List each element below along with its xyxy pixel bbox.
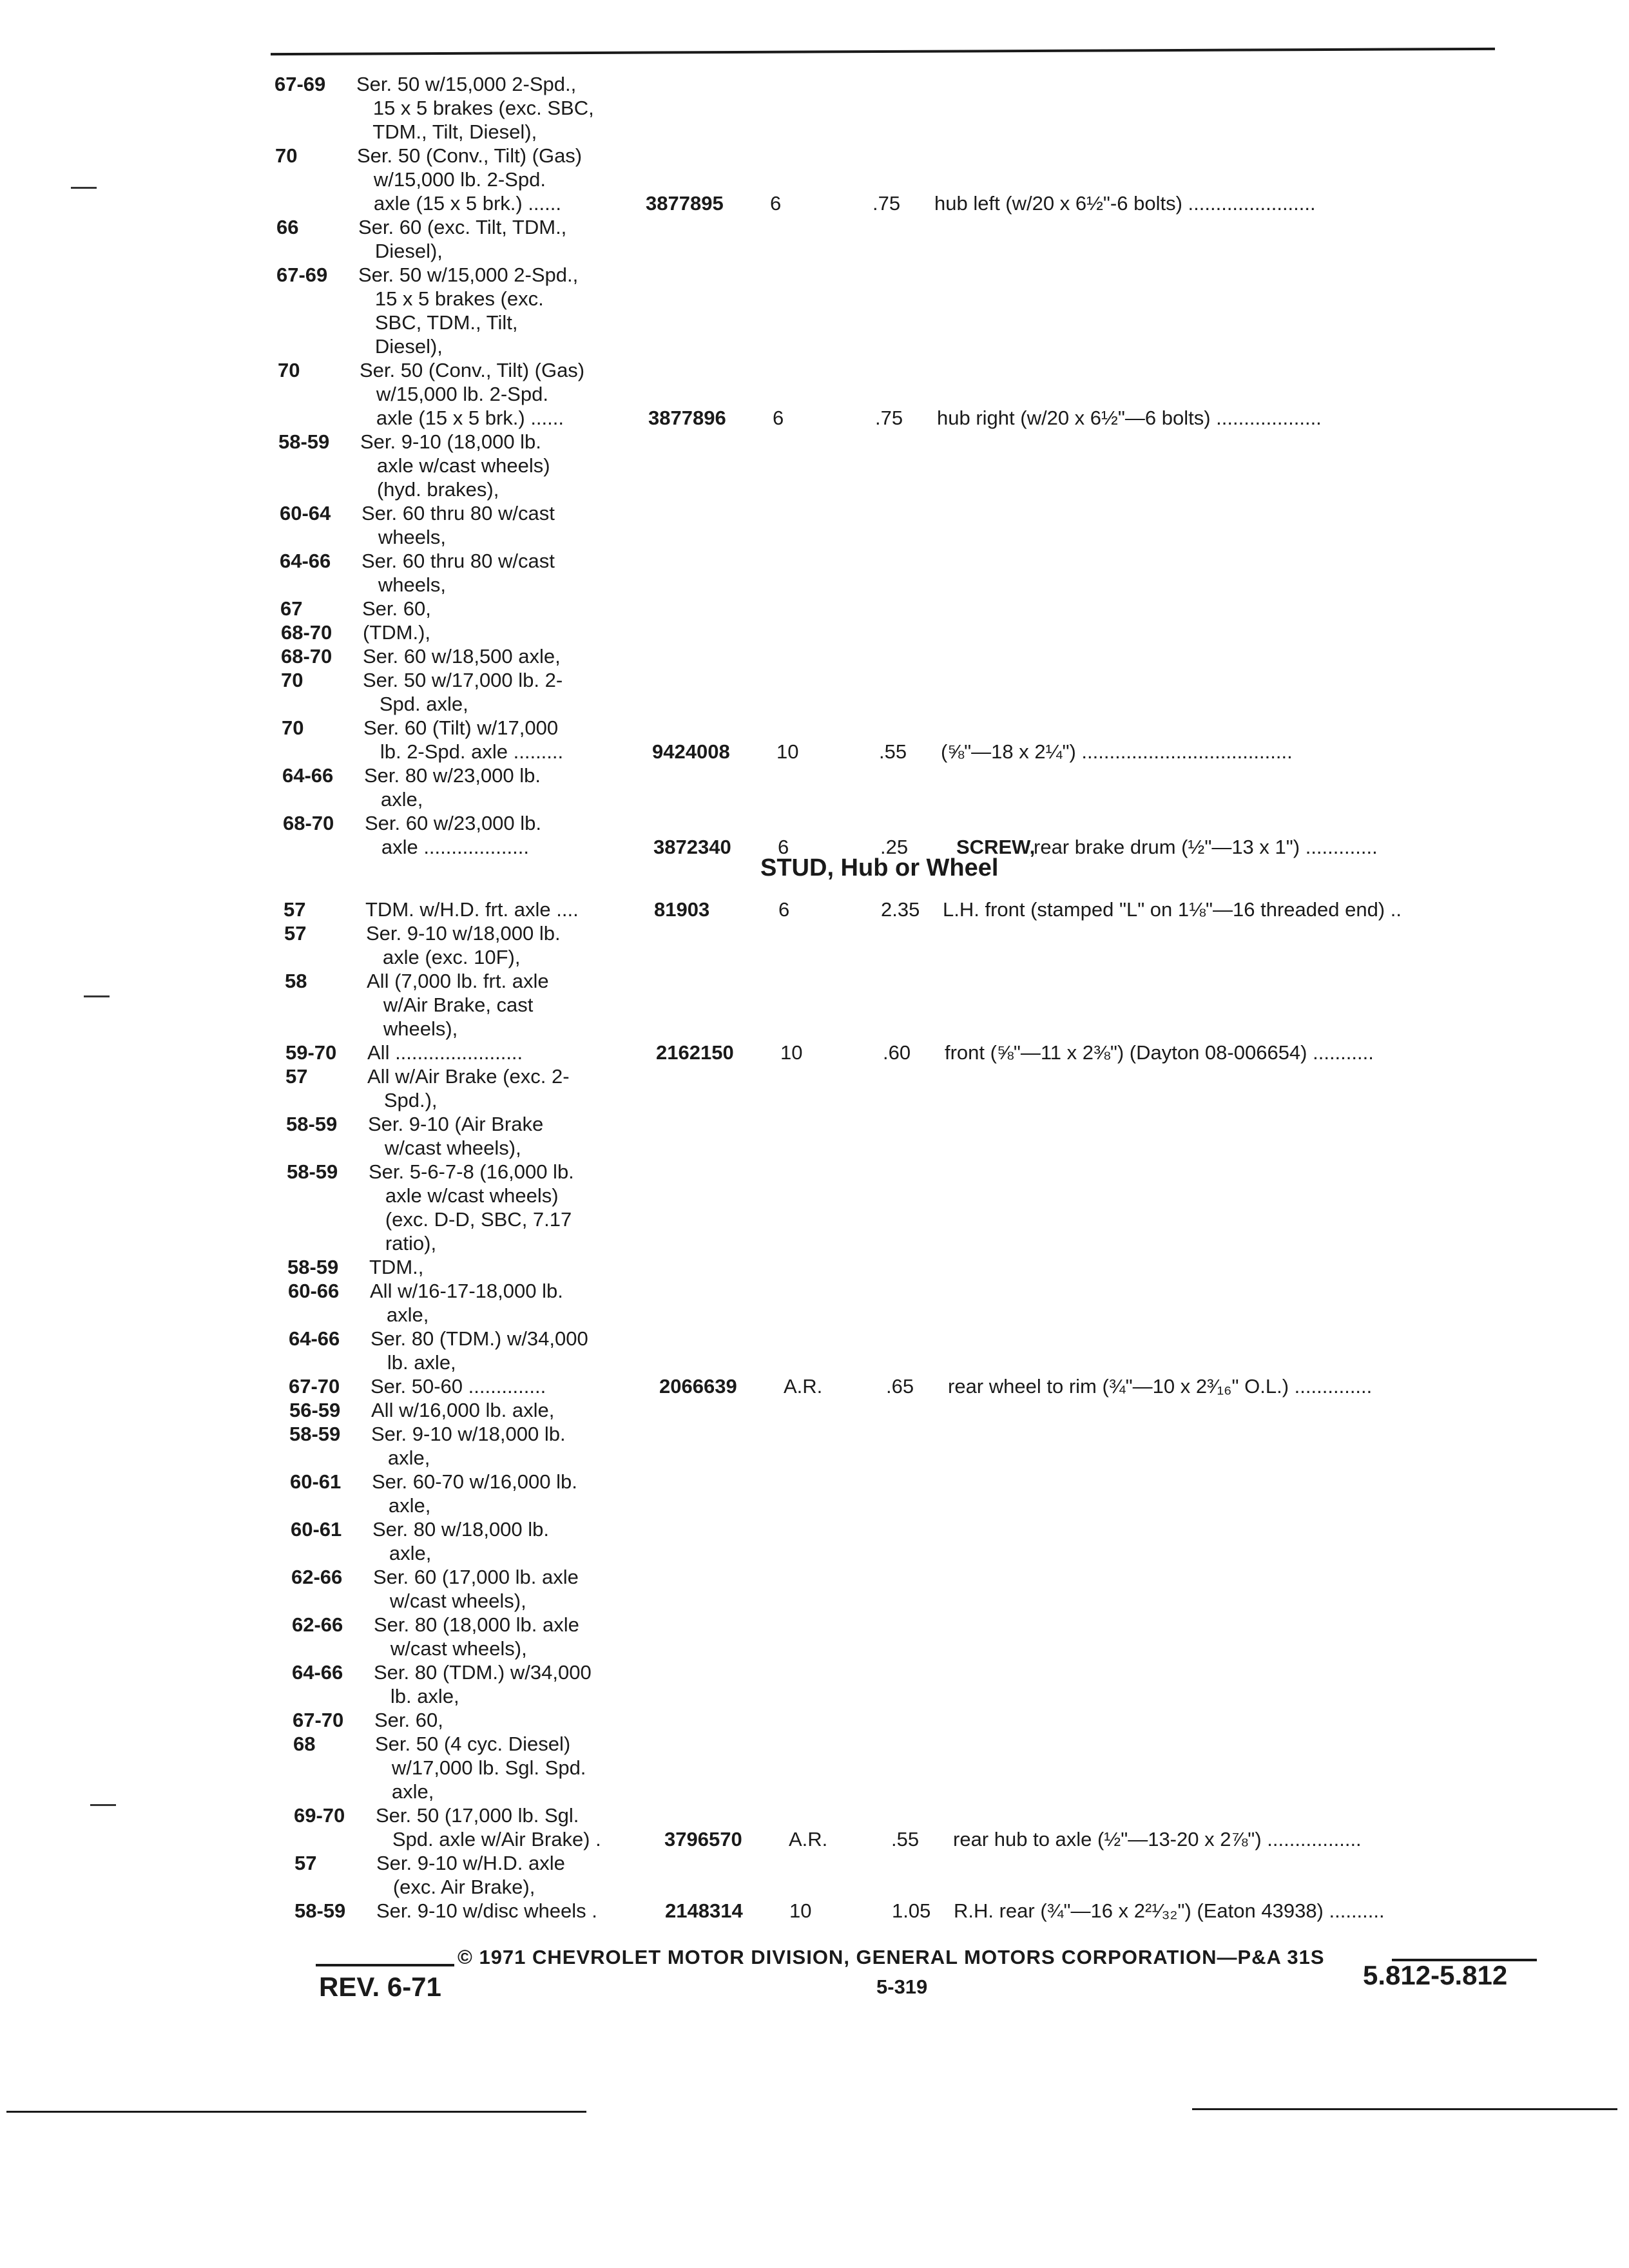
application-description: Ser. 9-10 w/18,000 lb. axle, (371, 1423, 566, 1469)
price: .25 (880, 836, 909, 858)
application-description: TDM., (369, 1256, 424, 1278)
model-years: 59-70 (285, 1041, 337, 1064)
model-years: 58-59 (289, 1423, 341, 1445)
model-years: 67-69 (276, 264, 328, 286)
item-description: rear wheel to rim (¾"—10 x 2³⁄₁₆" O.L.) .............. (948, 1375, 1373, 1398)
model-years: 64-66 (289, 1327, 340, 1350)
part-number: 3872340 (653, 836, 731, 858)
application-description: Ser. 60 (17,000 lb. axle w/cast wheels), (373, 1566, 579, 1612)
price: 1.05 (892, 1899, 931, 1922)
margin-mark (84, 995, 110, 997)
application-description: Ser. 50 w/15,000 2-Spd., 15 x 5 brakes (exc. SBC, TDM., Tilt, Diesel), (356, 73, 594, 143)
model-years: 58-59 (294, 1899, 346, 1922)
price: 2.35 (881, 898, 920, 921)
application-description: Ser. 50-60 .............. (371, 1375, 546, 1398)
model-years: 58-59 (287, 1160, 338, 1183)
model-years: 64-66 (282, 764, 334, 787)
quantity: A.R. (789, 1828, 828, 1850)
margin-mark (71, 187, 97, 189)
application-description: Ser. 60 w/23,000 lb. axle ................... (365, 812, 542, 858)
item-description: hub left (w/20 x 6½"-6 bolts) ....................... (934, 192, 1316, 215)
application-description: Ser. 9-10 w/18,000 lb. axle (exc. 10F), (366, 922, 561, 968)
model-years: 57 (284, 898, 306, 921)
model-years: 57 (284, 922, 307, 945)
application-description: All w/16-17-18,000 lb. axle, (370, 1280, 563, 1326)
part-number: 3796570 (664, 1828, 742, 1850)
application-description: Ser. 50 (17,000 lb. Sgl. Spd. axle w/Air Brake) . (376, 1804, 601, 1850)
model-years: 62-66 (291, 1566, 343, 1588)
model-years: 70 (275, 144, 298, 167)
price: .55 (879, 740, 907, 763)
application-description: Ser. 50 (4 cyc. Diesel) w/17,000 lb. Sgl. Spd. axle, (375, 1733, 586, 1803)
part-number: 81903 (654, 898, 710, 921)
quantity: 10 (776, 740, 799, 763)
page-number: 5-319 (876, 1975, 928, 1998)
part-number: 3877896 (648, 407, 726, 429)
footer-rule-left (316, 1964, 454, 1966)
application-description: Ser. 60 (exc. Tilt, TDM., Diesel), (358, 216, 567, 262)
application-description: Ser. 80 (TDM.) w/34,000 lb. axle, (371, 1327, 588, 1374)
application-description: All w/16,000 lb. axle, (371, 1399, 555, 1421)
application-description: Ser. 50 (Conv., Tilt) (Gas) w/15,000 lb. 2-Spd. axle (15 x 5 brk.) ...... (360, 359, 585, 429)
application-description: All w/Air Brake (exc. 2- Spd.), (367, 1065, 570, 1111)
item-description: front (⅝"—11 x 2⅜") (Dayton 08-006654) ........... (945, 1041, 1374, 1064)
model-years: 58-59 (278, 430, 330, 453)
model-years: 60-61 (290, 1470, 342, 1493)
application-description: Ser. 50 w/17,000 lb. 2- Spd. axle, (363, 669, 563, 715)
application-description: Ser. 9-10 (18,000 lb. axle w/cast wheels) (hyd. brakes), (360, 430, 550, 501)
part-number: 9424008 (652, 740, 730, 763)
application-description: Ser. 60 thru 80 w/cast wheels, (361, 550, 555, 596)
section-heading: STUD, Hub or Wheel (760, 854, 999, 881)
application-description: Ser. 50 w/15,000 2-Spd., 15 x 5 brakes (exc. SBC, TDM., Tilt, Diesel), (358, 264, 579, 358)
application-description: Ser. 60 (Tilt) w/17,000 lb. 2-Spd. axle ......... (363, 716, 564, 763)
model-years: 68-70 (283, 812, 334, 834)
quantity: 6 (778, 898, 790, 921)
model-years: 68-70 (281, 645, 333, 668)
model-years: 62-66 (292, 1613, 343, 1636)
application-description: Ser. 9-10 (Air Brake w/cast wheels), (368, 1113, 544, 1159)
model-years: 68 (293, 1733, 316, 1755)
application-description: Ser. 80 (TDM.) w/34,000 lb. axle, (374, 1661, 592, 1707)
model-years: 64-66 (280, 550, 331, 572)
model-years: 70 (278, 359, 300, 381)
revision-label: REV. 6-71 (319, 1972, 441, 2002)
model-years: 70 (281, 669, 304, 691)
part-number: 2162150 (656, 1041, 734, 1064)
model-years: 60-64 (280, 502, 331, 524)
part-number: 3877895 (646, 192, 724, 215)
application-description: Ser. 60-70 w/16,000 lb. axle, (372, 1470, 577, 1517)
model-years: 58-59 (287, 1256, 339, 1278)
model-years: 66 (276, 216, 299, 238)
application-description: Ser. 80 w/18,000 lb. axle, (372, 1518, 550, 1564)
price: .65 (886, 1375, 914, 1398)
section-code: 5.812-5.812 (1363, 1960, 1508, 1990)
part-number: 2148314 (665, 1899, 743, 1922)
model-years: 60-66 (288, 1280, 340, 1302)
application-description: Ser. 50 (Conv., Tilt) (Gas) w/15,000 lb. 2-Spd. axle (15 x 5 brk.) ...... (357, 144, 583, 215)
item-description: rear hub to axle (½"—13-20 x 2⅞") ................. (953, 1828, 1362, 1850)
model-years: 56-59 (289, 1399, 341, 1421)
model-years: 57 (294, 1852, 317, 1874)
model-years: 67-70 (293, 1709, 344, 1731)
application-description: Ser. 60 w/18,500 axle, (363, 645, 561, 668)
copyright-line: © 1971 CHEVROLET MOTOR DIVISION, GENERAL MOTORS CORPORATION—P&A 31S (458, 1946, 1325, 1968)
application-description: All (7,000 lb. frt. axle w/Air Brake, cast wheels), (367, 970, 549, 1040)
price: .75 (875, 407, 903, 429)
application-description: All ....................... (367, 1041, 523, 1064)
model-years: 58 (285, 970, 307, 992)
quantity: 6 (778, 836, 789, 858)
part-number: 2066639 (659, 1375, 737, 1398)
item-description: R.H. rear (¾"—16 x 2²¹⁄₃₂") (Eaton 43938) .......... (954, 1899, 1385, 1922)
quantity: 6 (773, 407, 784, 429)
application-description: TDM. w/H.D. frt. axle .... (365, 898, 579, 921)
model-years: 67 (280, 597, 303, 620)
application-description: Ser. 80 (18,000 lb. axle w/cast wheels), (374, 1613, 579, 1660)
item-description: rear brake drum (½"—13 x 1") ............. (1034, 836, 1378, 858)
quantity: 10 (780, 1041, 803, 1064)
model-years: 64-66 (292, 1661, 343, 1684)
quantity: 6 (770, 192, 782, 215)
application-description: (TDM.), (363, 621, 431, 644)
bottom-rule-right (1192, 2108, 1617, 2110)
price: .75 (872, 192, 901, 215)
model-years: 60-61 (291, 1518, 342, 1541)
model-years: 67-70 (289, 1375, 340, 1398)
application-description: Ser. 60 thru 80 w/cast wheels, (361, 502, 555, 548)
application-description: Ser. 80 w/23,000 lb. axle, (364, 764, 541, 811)
application-description: Ser. 5-6-7-8 (16,000 lb. axle w/cast wheels) (exc. D-D, SBC, 7.17 ratio), (369, 1160, 574, 1254)
application-description: Ser. 60, (374, 1709, 443, 1731)
quantity: A.R. (784, 1375, 823, 1398)
model-years: 67-69 (275, 73, 326, 95)
price: .60 (883, 1041, 911, 1064)
item-name: SCREW, (956, 836, 1036, 858)
top-rule (271, 48, 1495, 55)
quantity: 10 (789, 1899, 812, 1922)
margin-mark (90, 1804, 116, 1806)
model-years: 70 (282, 716, 304, 739)
application-description: Ser. 60, (362, 597, 431, 620)
item-description: L.H. front (stamped "L" on 1⅛"—16 threaded end) .. (943, 898, 1402, 921)
price: .55 (891, 1828, 920, 1850)
application-description: Ser. 9-10 w/disc wheels . (376, 1899, 597, 1922)
item-description: (⅝"—18 x 2¼") ...................................... (941, 740, 1293, 763)
model-years: 69-70 (294, 1804, 345, 1827)
application-description: Ser. 9-10 w/H.D. axle (exc. Air Brake), (376, 1852, 565, 1898)
model-years: 68-70 (281, 621, 333, 644)
item-description: hub right (w/20 x 6½"—6 bolts) ................... (937, 407, 1322, 429)
model-years: 58-59 (286, 1113, 338, 1135)
model-years: 57 (285, 1065, 308, 1088)
bottom-rule-left (6, 2111, 586, 2113)
